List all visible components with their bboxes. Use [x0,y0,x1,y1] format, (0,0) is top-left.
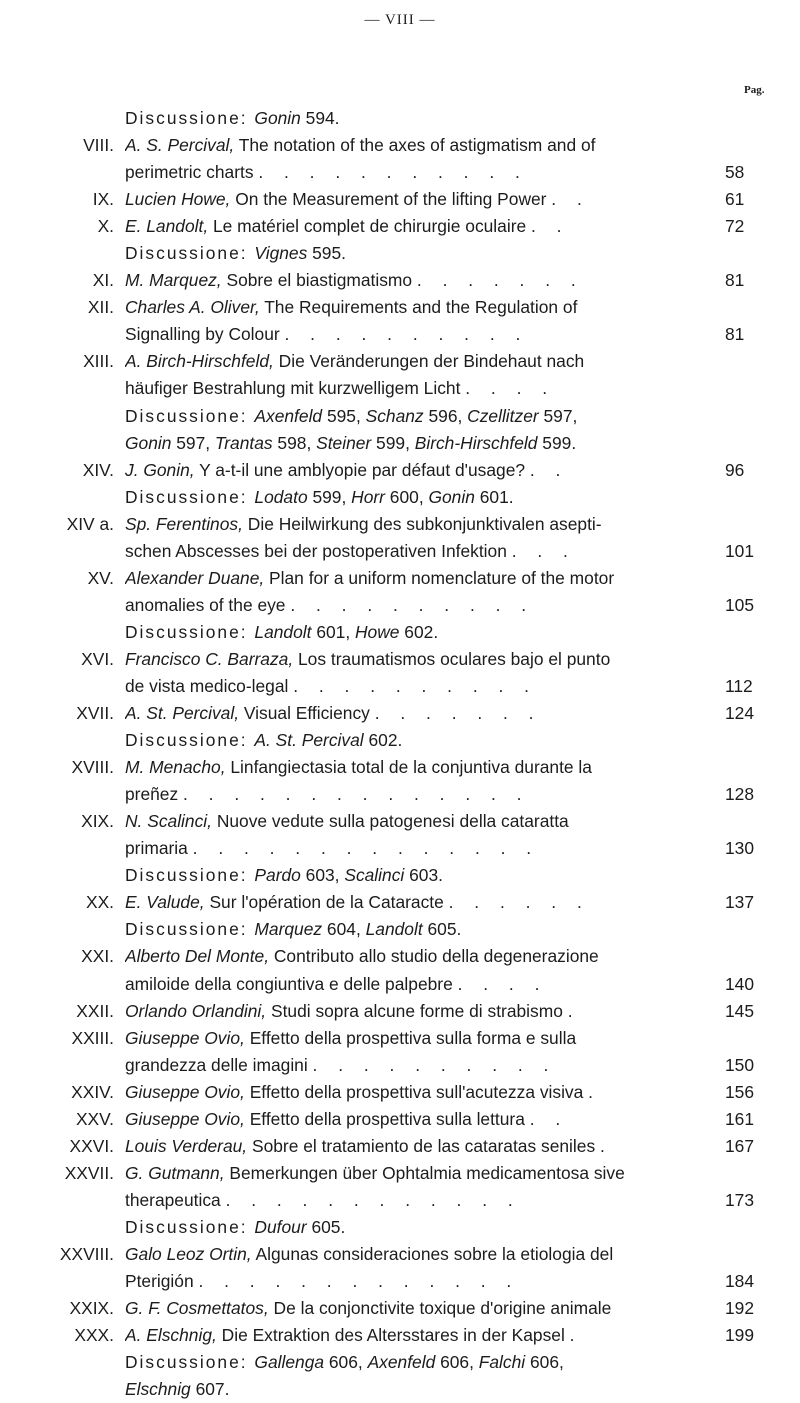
entry-text-segment: 599. [537,432,577,453]
toc-line [0,971,800,998]
entry-text-segment: Visual Efficiency [239,703,375,724]
author-name: G. F. Cosmettatos, [125,1298,269,1319]
entry-text [125,998,708,1025]
entry-text [125,186,708,213]
leader-dots: . . . . [465,378,556,399]
entry-text-segment: Algunas consideraciones sobre la etiologia del [251,1243,614,1264]
entry-text-segment: 597, [171,432,215,453]
toc-line [0,592,800,619]
entry-text-segment: Discussione: [125,621,255,642]
toc-line [0,1349,800,1376]
entry-text-segment: Linfangiectasia total de la conjuntiva durante la [225,757,592,778]
leader-dots: . [599,1135,613,1156]
toc-line [0,1268,800,1295]
leader-dots: . . . . . . . . . . . [258,162,528,183]
entry-text-segment: Los traumatismos oculares bajo el punto [293,648,611,669]
entry-text [125,781,708,808]
page-number: 167 [725,1135,755,1156]
page-number: 130 [725,838,755,859]
entry-text-segment: 605. [422,919,462,940]
entry-text-segment: perimetric charts [125,162,259,183]
author-name: Gonin [428,486,475,507]
toc-line [0,943,800,970]
author-name: Birch-Hirschfeld [414,432,538,453]
entry-text [125,321,708,348]
page-number: 72 [725,216,745,237]
entry-text-segment: 606, [324,1352,368,1373]
page-number: 156 [725,1081,755,1102]
author-name: A. Elschnig, [125,1325,217,1346]
entry-text [125,808,708,835]
toc-line [0,1025,800,1052]
entry-number: XXVIII. [59,1243,114,1264]
toc-line [0,700,800,727]
entry-number: XXII. [76,1000,114,1021]
leader-dots: . . . [511,540,576,561]
entry-text-segment: 602. [363,730,403,751]
entry-text-segment: 595. [307,243,346,264]
leader-dots: . . [551,189,590,210]
entry-text-segment: 607. [190,1379,230,1400]
leader-dots: . . . . . . [448,892,590,913]
entry-number: XVII. [76,703,114,724]
author-name: Landolt [365,919,423,940]
leader-dots: . . . . . . . . . . . . . . [183,784,530,805]
leader-dots: . . . . . . . [374,703,542,724]
entry-text-segment: 603. [404,865,443,886]
entry-text-segment: Pterigión [125,1271,199,1292]
table-of-contents [0,105,800,1403]
entry-text-segment: Sobre el tratamiento de las cataratas seniles [247,1135,600,1156]
entry-text-segment: therapeutica [125,1189,226,1210]
author-name: Marquez [254,919,323,940]
entry-text [125,565,708,592]
entry-text-segment: Signalling by Colour [125,324,285,345]
toc-line [0,186,800,213]
toc-line [0,1079,800,1106]
toc-line [0,1295,800,1322]
entry-text [125,1214,708,1241]
entry-text-segment: Nuove vedute sulla patogenesi della cataratta [211,811,569,832]
entry-text [125,159,708,186]
entry-text [125,646,708,673]
toc-line [0,1133,800,1160]
entry-number: XV. [87,567,114,588]
entry-number: XIX. [81,811,114,832]
page-number: 145 [725,1000,755,1021]
author-name: Sp. Ferentinos, [125,513,243,534]
toc-line [0,646,800,673]
author-name: Howe [355,621,400,642]
toc-line [0,105,800,132]
entry-text-segment: 601. [474,486,514,507]
entry-text [125,1079,708,1106]
entry-text-segment: 599, [371,432,415,453]
entry-text [125,1160,708,1187]
entry-number: XX. [85,892,114,913]
entry-text-segment: The Requirements and the Regulation of [259,297,578,318]
entry-text [125,294,708,321]
entry-text-segment: 595, [322,405,366,426]
author-name: Gallenga [254,1352,325,1373]
entry-text-segment: 598, [272,432,317,453]
toc-line [0,808,800,835]
toc-line [0,1160,800,1187]
entry-text-segment: 596, [423,405,468,426]
entry-text [125,457,708,484]
entry-text [125,619,708,646]
leader-dots: . . [531,216,570,237]
leader-dots: . . . . . . . . . . . . . [198,1271,520,1292]
entry-text [125,1376,708,1403]
leader-dots: . . . . . . . . . . . . [225,1189,521,1210]
entry-text-segment: Le matériel complet de chirurgie oculaire [208,216,532,237]
author-name: A. Birch-Hirschfeld, [125,351,274,372]
entry-text-segment: On the Measurement of the lifting Power [230,189,552,210]
author-name: Alexander Duane, [125,567,265,588]
entry-text-segment: Die Extraktion des Altersstares in der Kapsel [216,1325,570,1346]
leader-dots: . . [529,1108,569,1129]
entry-text [125,1025,708,1052]
entry-text-segment: Discussione: [125,486,255,507]
entry-number: XVI. [81,648,114,669]
entry-text-segment: Effetto della prospettiva sulla forma e sulla [244,1027,577,1048]
page-number: 184 [725,1271,755,1292]
toc-line [0,457,800,484]
entry-number: X. [97,216,114,237]
author-name: Lodato [254,486,308,507]
page-number: 81 [725,324,745,345]
leader-dots: . . . . . . . . . . [312,1054,557,1075]
toc-line [0,754,800,781]
author-name: Schanz [365,405,424,426]
entry-text [125,430,708,457]
entry-number: XIII. [83,351,114,372]
entry-number: XXV. [75,1108,114,1129]
entry-text-segment: 597, [538,405,578,426]
author-name: Axenfeld [367,1352,436,1373]
author-name: Dufour [254,1216,307,1237]
entry-text-segment: Studi sopra alcune forme di strabismo [266,1000,568,1021]
entry-text-segment: primaria [125,838,193,859]
author-name: Falchi [478,1352,526,1373]
entry-text [125,889,708,916]
author-name: Alberto Del Monte, [125,946,270,967]
entry-text-segment: 606, [525,1352,564,1373]
entry-text [125,538,708,565]
toc-line [0,1052,800,1079]
entry-text-segment: Die Veränderungen der Bindehaut nach [273,351,585,372]
author-name: Galo Leoz Ortin, [125,1243,252,1264]
entry-text-segment: Discussione: [125,865,255,886]
leader-dots: . . . . . . . [416,270,584,291]
page-number: 105 [725,594,755,615]
entry-text [125,1241,708,1268]
entry-number: IX. [92,189,114,210]
leader-dots: . . . . . . . . . . . . . . [192,838,540,859]
toc-line [0,1376,800,1403]
page-number: 96 [725,459,745,480]
entry-text-segment: 601, [311,621,355,642]
entry-text-segment: Discussione: [125,405,255,426]
toc-line [0,1187,800,1214]
toc-line [0,348,800,375]
page-number: 61 [725,189,745,210]
toc-line [0,484,800,511]
entry-text [125,267,708,294]
toc-line [0,240,800,267]
author-name: Francisco C. Barraza, [125,648,294,669]
entry-text [125,511,708,538]
entry-text-segment: The notation of the axes of astigmatism and of [234,135,596,156]
toc-line [0,1214,800,1241]
author-name: Trantas [214,432,273,453]
entry-text-segment: 594. [300,108,340,128]
author-name: Charles A. Oliver, [125,297,260,318]
page-header: — VIII — [364,12,436,28]
entry-number: XXI. [81,946,114,967]
toc-line [0,998,800,1025]
toc-line [0,511,800,538]
author-name: G. Gutmann, [125,1162,225,1183]
entry-text [125,943,708,970]
entry-text-segment: amiloide della congiuntiva e delle palpebre [125,973,458,994]
entry-number: XI. [92,270,114,291]
entry-text-segment: de vista medico-legal [125,675,294,696]
entry-number: XXIX. [69,1298,114,1319]
toc-line [0,673,800,700]
author-name: Gonin [125,432,172,453]
toc-line [0,375,800,402]
toc-line [0,1322,800,1349]
toc-line [0,1241,800,1268]
entry-text-segment: 599, [307,486,352,507]
page-number: 199 [725,1325,755,1346]
page-number: 124 [725,703,755,724]
author-name: A. S. Percival, [125,135,235,156]
toc-line [0,213,800,240]
entry-text-segment: häufiger Bestrahlung mit kurzwelligem Licht [125,378,466,399]
toc-line [0,889,800,916]
author-name: Giuseppe Ovio, [125,1081,245,1102]
entry-text-segment: 604, [322,919,366,940]
entry-text-segment: 606, [435,1352,479,1373]
page-number: 137 [725,892,755,913]
entry-text [125,673,708,700]
page-number: 192 [725,1298,755,1319]
entry-number: XXVII. [64,1162,114,1183]
entry-number: VIII. [83,135,114,156]
leader-dots: . . . . . . . . . . [284,324,529,345]
entry-number: XIV. [82,459,114,480]
entry-text [125,213,708,240]
author-name: Giuseppe Ovio, [125,1027,245,1048]
author-name: Czellitzer [467,405,539,426]
toc-line [0,267,800,294]
page-number: 128 [725,784,755,805]
entry-text [125,403,708,430]
page-number: 150 [725,1054,755,1075]
entry-text [125,835,708,862]
entry-text-segment: Bemerkungen über Ophtalmia medicamentosa sive [224,1162,625,1183]
leader-dots: . [569,1325,583,1346]
author-name: Steiner [316,432,372,453]
leader-dots: . . . . [457,973,548,994]
page-number: 140 [725,973,755,994]
author-name: E. Landolt, [125,216,209,237]
toc-line [0,321,800,348]
entry-text [125,1349,708,1376]
toc-line [0,916,800,943]
leader-dots: . [588,1081,601,1102]
author-name: Scalinci [344,865,405,886]
author-name: M. Marquez, [125,270,222,291]
entry-text [125,484,708,511]
author-name: Horr [351,486,385,507]
leader-dots: . . . . . . . . . . [290,594,535,615]
author-name: Gonin [254,108,301,128]
page-number: 112 [725,675,753,696]
entry-text-segment: 600, [384,486,429,507]
author-name: Elschnig [125,1379,191,1400]
entry-text [125,1295,708,1322]
entry-text-segment: Sur l'opération de la Cataracte [204,892,449,913]
leader-dots: . . . . . . . . . . [293,675,538,696]
entry-text-segment: Effetto della prospettiva sulla lettura [244,1108,530,1129]
page-number: 58 [725,162,745,183]
leader-dots: . . [529,459,569,480]
entry-number: XII. [87,297,114,318]
entry-text [125,105,708,132]
entry-text-segment: Effetto della prospettiva sull'acutezza visiva [244,1081,589,1102]
leader-dots: . [567,1000,581,1021]
entry-text [125,592,708,619]
entry-text-segment: Contributo allo studio della degenerazione [269,946,599,967]
toc-line [0,132,800,159]
entry-text [125,727,708,754]
toc-line [0,862,800,889]
entry-number: XXIV. [71,1081,114,1102]
author-name: Pardo [254,865,301,886]
entry-text [125,754,708,781]
entry-text [125,348,708,375]
entry-text-segment: 603, [300,865,345,886]
entry-text-segment: Y a-t-il une amblyopie par défaut d'usage? [194,459,530,480]
toc-line [0,430,800,457]
entry-text [125,700,708,727]
entry-text-segment: Sobre el biastigmatismo [221,270,417,291]
entry-number: XXX. [74,1325,114,1346]
page-number: 101 [725,540,755,561]
entry-text [125,862,708,889]
entry-text-segment: Discussione: [125,1216,255,1237]
toc-line [0,1106,800,1133]
entry-text [125,971,708,998]
author-name: A. St. Percival [254,730,364,751]
entry-text-segment: Discussione: [125,1352,255,1373]
toc-line [0,403,800,430]
entry-text [125,375,708,402]
toc-line [0,538,800,565]
toc-line [0,159,800,186]
entry-text-segment: Discussione: [125,108,255,128]
entry-text [125,132,708,159]
page-number: 173 [725,1189,755,1210]
entry-number: XVIII. [71,757,114,778]
entry-text-segment: preñez [125,784,184,805]
toc-line [0,781,800,808]
entry-number: XXVI. [69,1135,114,1156]
entry-text-segment: Plan for a uniform nomenclature of the motor [264,567,615,588]
entry-text [125,1187,708,1214]
entry-number: XXIII. [71,1027,114,1048]
entry-text-segment: anomalies of the eye [125,594,291,615]
page-number: 161 [725,1108,755,1129]
entry-text [125,240,708,267]
author-name: J. Gonin, [125,459,195,480]
entry-text-segment: De la conjonctivite toxique d'origine animale [268,1298,612,1319]
author-name: Landolt [254,621,312,642]
page-column-label: Pag. [744,84,765,96]
author-name: M. Menacho, [125,757,226,778]
toc-line [0,619,800,646]
entry-text-segment: grandezza delle imagini [125,1054,313,1075]
entry-text-segment: Discussione: [125,730,255,751]
page-number: 81 [725,270,745,291]
author-name: A. St. Percival, [125,703,240,724]
entry-text [125,916,708,943]
author-name: N. Scalinci, [125,811,212,832]
entry-text-segment: Die Heilwirkung des subkonjunktivalen asepti- [242,513,602,534]
toc-line [0,727,800,754]
author-name: Louis Verderau, [125,1135,248,1156]
author-name: E. Valude, [125,892,205,913]
entry-text-segment: 602. [399,621,439,642]
author-name: Lucien Howe, [125,189,231,210]
author-name: Vignes [254,243,308,264]
author-name: Orlando Orlandini, [125,1000,267,1021]
entry-text-segment: Discussione: [125,243,255,264]
toc-line [0,294,800,321]
entry-text-segment: 605. [306,1216,346,1237]
entry-text [125,1106,708,1133]
entry-number: XIV a. [66,513,114,534]
entry-text-segment: Discussione: [125,919,255,940]
entry-text [125,1322,708,1349]
entry-text [125,1268,708,1295]
toc-line [0,835,800,862]
entry-text-segment: schen Abscesses bei der postoperativen Infektion [125,540,512,561]
entry-text [125,1052,708,1079]
entry-text [125,1133,708,1160]
toc-line [0,565,800,592]
author-name: Giuseppe Ovio, [125,1108,245,1129]
author-name: Axenfeld [254,405,323,426]
